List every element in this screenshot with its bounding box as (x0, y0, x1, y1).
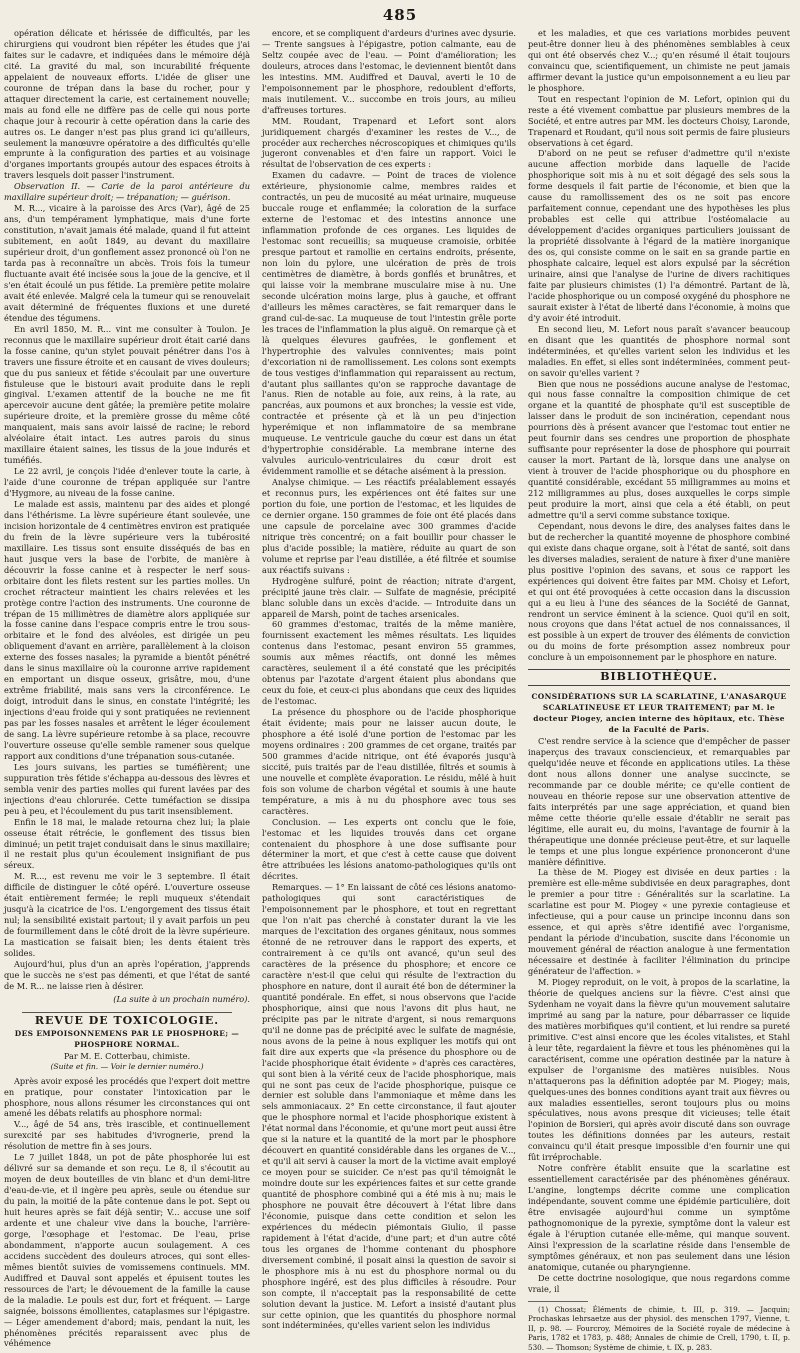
paragraph: Enfin le 18 mai, le malade retourna chez lui; la plaie osseuse était rétrécie, le gonflement des tissus bien diminué; un petit trajet conduisait dans le sinus maxillaire; il ne restait plus qu'un écoulement insignifiant de pus séreux. (4, 816, 250, 871)
paragraph: Le 22 avril, je conçois l'idée d'enlever toute la carie, à l'aide d'une couronne de trépan appliquée sur l'antre d'Hygmore, au niveau de la fosse canine. (4, 466, 250, 499)
column-middle (262, 28, 516, 1331)
paragraph: V..., âgé de 54 ans, très irascible, et continuellement surexcité par ses habitudes d'ivrognerie, prend la résolution de mettre fin à ses jours. (4, 1119, 250, 1152)
section-title: REVUE DE TOXICOLOGIE. (34, 1013, 220, 1027)
footnote: (1) Chossat; Éléments de chimie, t. III, p. 319. — Jacquin; Prochaskas lehrsaetze aus der physiol. des menschen 1797, Vienne, t. II, p. 98. — Fourcroy, Mémoires de la Société royale de médecine à Paris, 1782 et 1783, p. 488; Annales de chimie de Crell, 1790, t. II, p. 530. — Thomson; Système de chimie, t. IX, p. 283. (528, 1304, 790, 1353)
paragraph: La présence du phosphore ou de l'acide phosphorique était évidente; mais pour ne laisser aucun doute, le phosphore a été isolé d'une portion de l'estomac par les moyens ordinaires : 200 grammes de cet organe, traités par 500 grammes d'acide nitrique, ont été évaporés jusqu'à siccité, puis traités par de l'eau distillée, filtrés et soumis à une nouvelle et complète évaporation. Le résidu, mêlé à huit fois son volume de charbon végétal et soumis à une haute température, a mis à nu du phosphore avec tous ses caractères. (262, 707, 516, 816)
paragraph: En second lieu, M. Lefort nous paraît s'avancer beaucoup en disant que les quantités de phosphore normal sont indéterminées, et qu'elles varient selon les individus et les maladies. En effet, si elles sont indéterminées, comment peut-on savoir qu'elles varient ? (528, 323, 790, 378)
continuation-note: (La suite à un prochain numéro). (113, 993, 250, 1004)
byline: Par M. E. Cotterbau, chimiste. (63, 1050, 191, 1061)
paragraph: MM. Roudant, Trapenard et Lefort sont alors juridiquement chargés d'examiner les restes de V..., de procéder aux recherches nécroscopiques et chimiques qu'ils jugeront convenables et d'en faire un rapport. Voici le résultat de l'observation de ces experts : (262, 115, 516, 170)
column-left (4, 28, 250, 1349)
paragraph: Tout en respectant l'opinion de M. Lefort, opinion qui du reste a été vivement combattue par plusieurs membres de la Société, et entre autres par MM. les docteurs Choisy, Laronde, Trapenard et Roudant, qu'il nous soit permis de faire plusieurs observations à cet égard. (528, 93, 790, 148)
paragraph: opération délicate et hérissée de difficultés, par les chirurgiens qui voudront bien répéter les études que j'ai faites sur le cadavre, et indiquées dans le mémoire déjà cité. La gravité du mal, son incurabilité fréquente appelaient de nouveaux efforts. L'idée de gliser une couronne de trépan dans la base du rocher, pour y attaquer directement la carie, est certainement nouvelle; mais au fond elle ne diffère pas de celle qui nous porte chaque jour à recourir à cette opération dans la carie des autres os. Le danger n'est pas plus grand ici qu'ailleurs, seulement la manœuvre opératoire a des difficultés qu'elle emprunte à la configuration des parties et au voisinage d'organes importants groupés autour des espaces étroits à travers lesquels doit passer l'instrument. (4, 28, 250, 181)
section-title: BIBLIOTHÈQUE. (528, 669, 790, 686)
paragraph: Conclusion. — Les experts ont conclu que le foie, l'estomac et les liquides trouvés dans cet organe contenaient du phosphore à une dose suffisante pour déterminer la mort, et que c'est à cette cause que doivent être attribuées les lésions anatomo-pathologiques qu'ils ont décrites. (262, 816, 516, 882)
paragraph: M. R..., vicaire à la paroisse des Arcs (Var), âgé de 25 ans, d'un tempérament lymphatique, mais d'une forte constitution, n'avait jamais été malade, quand il fut atteint subitement, en août 1849, au devant du maxillaire supérieur droit, d'un gonflement assez prononcé où l'on ne tarda pas à reconnaître un abcès. Trois fois la tumeur fluctuante avait été incisée sous la joue de la gencive, et il s'en était écoulé un pus fétide. La première petite molaire avait été enlevée. Malgré cela la tumeur qui se renouvelait avait déterminé de fréquentes fluxions et une dureté étendue des tégumens. (4, 203, 250, 323)
paragraph: De cette doctrine nosologique, que nous regardons comme vraie, il (528, 1272, 790, 1294)
paragraph: Les jours suivans, les parties se tuméfièrent; une suppuration très fétide s'échappa au-dessous des lèvres et sembla venir des parties molles qui furent lavées par des injections d'eau chlorurée. Cette tuméfaction se dissipa peu à peu, et l'écoulement du pus tarit insensiblement. (4, 761, 250, 816)
observation-title: Observation II. — Carie de la paroi antérieure du maxillaire supérieur droit; — trépanation; — guérison. (4, 181, 250, 203)
paragraph: Bien que nous ne possédions aucune analyse de l'estomac, qui nous fasse connaître la composition chimique de cet organe et la quantité de phosphate qu'il est susceptible de laisser dans le produit de son incinération, cependant nous pourrions dès à présent avancer que l'estomac tout entier ne peut fournir dans ses cendres une proportion de phosphate suffisante pour représenter la dose de phosphore qui pourrait causer la mort. Partant de là, lorsque dans une analyse on vient à trouver de l'acide phosphorique ou du phosphore en quantité considérable, excédant 55 milligrammes au moins et 212 milligrammes au plus, doses auxquelles le corps simple peut produire la mort, ainsi que cela a été établi, on peut admettre qu'il a servi comme substance toxique. (528, 378, 790, 520)
section-divider (22, 1012, 232, 1013)
paragraph: Examen du cadavre. — Point de traces de violence extérieure, physionomie calme, membres raides et contractés, un peu de mucosité au méat urinaire, muqueuse buccale rouge et enflammée; la coloration de la surface externe de l'estomac et des intestins annonce une inflammation profonde de ces organes. Les liquides de l'estomac sont recueillis; sa muqueuse cramoisie, orbitée presque partout et ramollie en certains endroits, présente, non loin du pylore, une ulcération de près de trois centimètres de diamètre, à bords gonflés et brunâtres, et qui laisse voir la membrane musculaire mise à nu. Une seconde ulcération moins large, plus à gauche, et offrant d'ailleurs les mêmes caractères, se fait remarquer dans le grand cul-de-sac. La muqueuse de tout l'intestin grêle porte les traces de l'inflammation la plus aiguë. On remarque çà et là quelques élevures gaufrées, le gonflement et l'hypertrophie des valvules conniventes; mais point d'excoriation ni de ramollissement. Les colons sont exempts de tous vestiges d'inflammation qui reparaissent au rectum, d'autant plus saillantes qu'on se rapproche davantage de l'anus. Rien de notable au foie, aux reins, à la rate, au pancréas, aux poumons et aux bronches; la vessie est vide, contractée et présente çà et là un peu d'injection hyperémique et non inflammatoire de sa membrane muqueuse. Le ventricule gauche du cœur est dans un état d'hypertrophie considérable. La membrane interne des valvules auriculo-ventriculaires du cœur droit est évidemment ramollie et se détache aisément à la pression. (262, 170, 516, 477)
paragraph: En avril 1850, M. R... vint me consulter à Toulon. Je reconnus que le maxillaire supérieur droit était carié dans la fosse canine, qu'un stylet pouvait pénétrer dans l'os à travers une fissure étroite et en causant de vives douleurs; que du pus sanieux et fétide s'écoulait par une ouverture fistuleuse que le bistouri avait produite dans le repli gingival. L'examen attentif de la bouche ne me fit apercevoir aucune dent gâtée; la première petite molaire supérieure droite, et la première grosse du même côté manquaient, mais sans avoir laissé de racine; le rebord alvéolaire était intact. Les autres parois du sinus maxillaire étaient saines, les tissus de la joue indurés et tuméfiés. (4, 323, 250, 466)
paragraph: M. R..., est revenu me voir le 3 septembre. Il était difficile de distinguer le côté opéré. L'ouverture osseuse était entièrement fermée; le repli muqueux s'étendait jusqu'à la cicatrice de l'os. L'engorgement des tissus était nul; la sensibilité existait partout; il y avait parfois un peu de fourmillement dans le côté droit de la lèvre supérieure. La mastication se faisait bien; les dents étaient très solides. (4, 871, 250, 959)
paragraph: et les maladies, et que ces variations morbides peuvent peut-être donner lieu à des phénomènes semblables à ceux qui ont été observés chez V...; qu'en résumé il était toujours convaincu que, scientifiquement, un chimiste ne peut jamais affirmer devant la justice qu'un empoisonnement a eu lieu par le phosphore. (528, 28, 790, 93)
paragraph: Hydrogène sulfuré, point de réaction; nitrate d'argent, précipité jaune très clair. — Sulfate de magnésie, précipité blanc soluble dans un excès d'acide. — Introduite dans un appareil de Marsh, point de taches arsenicales. (262, 575, 516, 619)
paragraph: C'est rendre service à la science que d'empêcher de passer inaperçus des travaux consciencieux, et remarquables par quelqu'idée neuve et féconde en applications utiles. La thèse dont nous allons donner une analyse succincte, se recommande par ce double mérite; ce qu'elle contient de nouveau en théorie repose sur une observation attentive de faits interprétés par une sage appréciation, et quand bien même cette théorie qu'elle essaie d'établir ne serait pas légitime, elle aurait eu, du moins, l'avantage de fournir à la thérapeutique une donnée précieuse peut-être, et sur laquelle le temps et une plus longue expérience prononceront d'une manière définitive. (528, 736, 790, 867)
paragraph: Analyse chimique. — Les réactifs préalablement essayés et reconnus purs, les expériences ont été faites sur une portion du foie, une portion de l'estomac, et les liquides de ce dernier organe. 150 grammes de foie ont été placés dans une capsule de porcelaine avec 300 grammes d'acide nitrique très concentré; on a fait bouillir pour chasser le plus d'acide possible; la matière, réduite au quart de son volume et reprise par l'eau distillée, a été filtrée et soumise aux réactifs suivans : (262, 477, 516, 575)
paragraph: M. Piogey reproduit, on le voit, à propos de la scarlatine, la théorie de quelques anciens sur la fièvre. C'est ainsi que Sydenham ne voyait dans la fièvre qu'un mouvement salutaire imprimé au sang par la nature, pour débarrasser ce liquide des matières morbifiques qu'il contient, et lui rendre sa pureté primitive. C'est ainsi encore que les écoles vitalistes, et Stahl à leur tête, regardaient la fièvre et tous les phénomènes qui la caractérisent, comme une opération destinée par la nature à expulser de l'organisme des matières nuisibles. Nous n'attaquerons pas la définition adoptée par M. Piogey; mais, quelques-unes des bonnes conditions ayant trait aux fièvres ou aux maladies essentielles, seront toujours plus ou moins spéculatives, nous avons presque dit vicieuses; telle était l'opinion de Borsieri, qui après avoir discuté dans son ouvrage toutes les définitions données par les auteurs, restait convaincu qu'il était presque impossible d'en fournir une qui fût irréprochable. (528, 977, 790, 1163)
footnote-divider (528, 1301, 588, 1302)
paragraph: La thèse de M. Piogey est divisée en deux parties : la première est elle-même subdivisée en deux paragraphes, dont le premier a pour titre : Généralités sur la scarlatine. La scarlatine est pour M. Piogey « une pyrexie contagieuse et infectieuse, qui a pour cause un principe inconnu dans son essence, et qui après s'être identifié avec l'organisme, pendant la période d'incubation, suscite dans l'économie un mouvement général de réaction analogue à une fermentation nécessaire et destinée à faciliter l'élimination du principe générateur de l'affection. » (528, 867, 790, 977)
paragraph: Le malade est assis, maintenu par des aides et plongé dans l'éthérisme. La lèvre supérieure étant soulevée, une incision horizontale de 4 centimètres environ est pratiquée du frein de la lèvre supérieure vers la tubérosité maxillaire. Les tissus sont ensuite disséqués de bas en haut jusque vers la base de l'orbite, de manière à découvrir la fosse canine et à respecter le nerf sous-orbitaire dont les filets restent sur les parties molles. Un crochet rétracteur maintient les chairs relevées et les protège contre l'action des instruments. Une couronne de trépan de 15 millimètres de diamètre alors appliquée sur la fosse canine dans l'espace compris entre le trou sous-orbitaire et le fond des alvéoles, est dirigée un peu obliquement d'avant en arrière, parallèlement à la cloison externe des fosses nasales; la pyramide a bientôt pénétré dans le sinus maxillaire où la couronne arrive rapidement en emportant un disque osseux, grisâtre, mou, d'une extrême friabilité, mais sans vers la circonférence. Le doigt, introduit dans le sinus, en constate l'intégrité; les injections d'eau froide qui y sont pratiquées ne reviennent pas par les fosses nasales et arrêtent le léger écoulement de sang. La lèvre supérieure retombe à sa place, recouvre l'ouverture osseuse qu'elle semble ramener sous quelque rapport aux conditions d'une trépanation sous-cutanée. (4, 498, 250, 761)
paragraph: Notre confrère établit ensuite que la scarlatine est essentiellement caractérisée par des phénomènes généraux. L'angine, longtemps décrite comme une complication indépendante, souvent comme une épidémie particulière, doit être envisagée aujourd'hui comme un symptôme pathognomonique de la pyrexie, symptôme dont la valeur est égale à l'éruption cutanée elle-même, qui manque souvent. Ainsi l'expression de la scarlatine réside dans l'ensemble de symptômes généraux, et non pas seulement dans une lésion anatomique, cutanée ou pharyngienne. (528, 1163, 790, 1272)
paragraph: Remarques. — 1° En laissant de côté ces lésions anatomo-pathologiques qui sont caractéristiques de l'empoisonnement par le phosphore, et tout en regrettant que l'on n'ait pas cherché à constater durant la vie les marques de l'excitation des organes génitaux, nous sommes étonné de ne retrouver dans le rapport des experts, et contrairement à ce qu'ils ont avancé, qu'un seul des caractères de la présence du phosphore; et encore ce caractère n'est-il que celui qui résulte de l'extraction du phosphore en nature, dont il aurait été bon de déterminer la quantité pondérale. En effet, si nous observons que l'acide phosphorique, ainsi que nous l'avons dit plus haut, ne précipite pas par le nitrate d'argent, si nous remarquons qu'il ne donne pas de précipité avec le sulfate de magnésie, nous avons de la peine à nous expliquer les motifs qui ont fait dire aux experts que «la présence du phosphore ou de l'acide phosphorique était évidente » d'après ces caractères, qui sont bien à la vérité ceux de l'acide phosphorique, mais qui ne sont pas ceux de l'acide phosphorique, puisque ce dernier est soluble dans l'ammoniaque et même dans les sels ammoniacaux. 2° En cette circonstance, il faut ajouter que le phosphore normal et l'acide phosphorique existent à l'état normal dans l'économie, et qu'une mort peut aussi être que si la nature et la quantité de la mort par le phosphore découvert en quantité considérable dans les organes de V..., et qu'il ait servi à causer la mort de la victime avait employé ce moyen pour se suicider. Ce n'est pas qu'il témoignât le moindre doute sur les expériences faites et sur cette grande quantité de phosphore combiné qui a été mis à nu; mais le phosphore ne pouvait être découvert à l'état libre dans l'économie, puisque dans cette condition et selon les expériences du médecin piémontais Giulio, il passe rapidement à l'état d'acide, d'une part; et d'un autre côté tous les organes de l'homme contenant du phosphore diversement combiné, il posait ainsi la question de savoir si le phosphore mis à nu est du phosphore normal ou du phosphore ingéré, est des plus difficiles à résoudre. Pour son compte, il n'acceptait pas la responsabilité de cette solution devant la justice. M. Lefort a insisté d'autant plus sur cette opinion, que les quantités du phosphore normal sont indéterminées, qu'elles varient selon les individus (262, 882, 516, 1331)
paragraph: Cependant, nous devons le dire, des analyses faites dans le but de rechercher la quantité moyenne de phosphore combiné qui existe dans chaque organe, soit à l'état de santé, soit dans les diverses maladies, seraient de nature à fixer d'une manière plus positive l'opinion des savans, et sous ce rapport les expériences qui doivent être faites par MM. Choisy et Lefort, et qui ont été provoquées à cette occasion dans la discussion qui a eu lieu à l'une des séances de la Société de Gannat, rendront un service éminent à la science. Quoi qu'il en soit, nous croyons que dans l'état actuel de nos connaissances, il est possible à un expert de trouver des éléments de conviction ou du moins de forte présomption assez nombreux pour conclure à un empoisonnement par le phosphore en nature. (528, 520, 790, 663)
article-heading: DES EMPOISONNEMENS PAR LE PHOSPHORE; — PHOSPHORE NORMAL. (14, 1028, 240, 1049)
paragraph: 60 grammes d'estomac, traités de la même manière, fournissent exactement les mêmes résultats. Les liquides contenus dans l'estomac, pesant environ 55 grammes, soumis aux mêmes réactifs, ont donné les mêmes caractères, seulement il a été constaté que les précipités obtenus par l'azotate d'argent étaient plus abondans que ceux du foie, et ceux-ci plus abondans que ceux des liquides de l'estomac. (262, 619, 516, 707)
article-heading: CONSIDÉRATIONS SUR LA SCARLATINE, L'ANASARQUE SCARLATINEUSE ET LEUR TRAITEMENT; par M. le docteur Piogey, ancien interne des hôpitaux, etc. Thèse de la Faculté de Paris. (531, 692, 787, 735)
paragraph: Le 7 juillet 1848, un pot de pâte phosphorée lui est délivré sur sa demande et son reçu. Le 8, il s'écoutit au moyen de deux bouteilles de vin blanc et d'un demi-litre d'eau-de-vie, et il ingère peu après, seule ou étendue sur du pain, la moitié de la pâte contenue dans le pot. Sept ou huit heures après se fait déjà sentir; V... accuse une soif ardente et une chaleur vive dans la bouche, l'arrière-gorge, l'œsophage et l'estomac. De l'eau, prise abondamment, n'apporte aucun soulagement. A ces accidens succèdent des douleurs atroces, qui sont elles-mêmes bientôt suivies de vomissemens continuels. MM. Audiffred et Dauval sont appelés et épuisent toutes les ressources de l'art; le dévouement de la famille la cause de la maladie. Le pouls est dur, fort et fréquent. — Large saignée, boissons émollientes, cataplasmes sur l'épigastre. — Léger amendement d'abord; mais, pendant la nuit, les phénomènes précités reparaissent avec plus de véhémence (4, 1152, 250, 1349)
paragraph: D'abord on ne peut se refuser d'admettre qu'il n'existe aucune affection morbide dans laquelle de l'acide phosphorique soit mis à nu et soit dégagé des sels sous la forme desquels il fait partie de l'économie, et bien que la cause du ramollissement des os ne soit pas encore parfaitement connue, cependant une des hypothèses les plus probables est celle qui attribue l'ostéomalacie au développement d'acides organiques particuliers jouissant de la propriété dissolvante à l'égard de la matière inorganique des os, qui consiste comme on le sait en sa grande partie en phosphate calcaire, lequel est alors expulsé par la sécrétion urinaire, ainsi que l'analyse de l'urine de divers rachitiques faite par plusieurs chimistes (1) l'a démontré. Partant de là, l'acide phosphorique ou un composé oxygéné du phosphore ne saurait exister à l'état de liberté dans l'économie, à moins que d'y avoir été introduit. (528, 148, 790, 323)
paragraph: Aujourd'hui, plus d'un an après l'opération, j'apprends que le succès ne s'est pas démenti, et que l'état de santé de M. R... ne laisse rien à désirer. (4, 959, 250, 991)
paragraph: encore, et se compliquent d'ardeurs d'urines avec dysurie. — Trente sangsues à l'épigastre, potion calmante, eau de Seltz coupée avec de l'eau. — Point d'amélioration; les douleurs, atroces dans l'estomac, le deviennent bientôt dans les intestins. MM. Audiffred et Dauval, averti le 10 de l'empoisonnement par le phosphore, redoublent d'efforts, mais inutilement. V... succombe en trois jours, au milieu d'affreuses tortures. (262, 28, 516, 115)
page-number: 485 (382, 6, 418, 24)
byline-subtitle: (Suite et fin. — Voir le dernier numéro.) (50, 1061, 204, 1071)
column-right (528, 28, 790, 1353)
paragraph: Après avoir exposé les procédés que l'expert doit mettre en pratique, pour constater l'intoxication par le phosphore, nous allons résumer les circonstances qui ont amené les débats relatifs au phosphore normal: (4, 1075, 250, 1119)
